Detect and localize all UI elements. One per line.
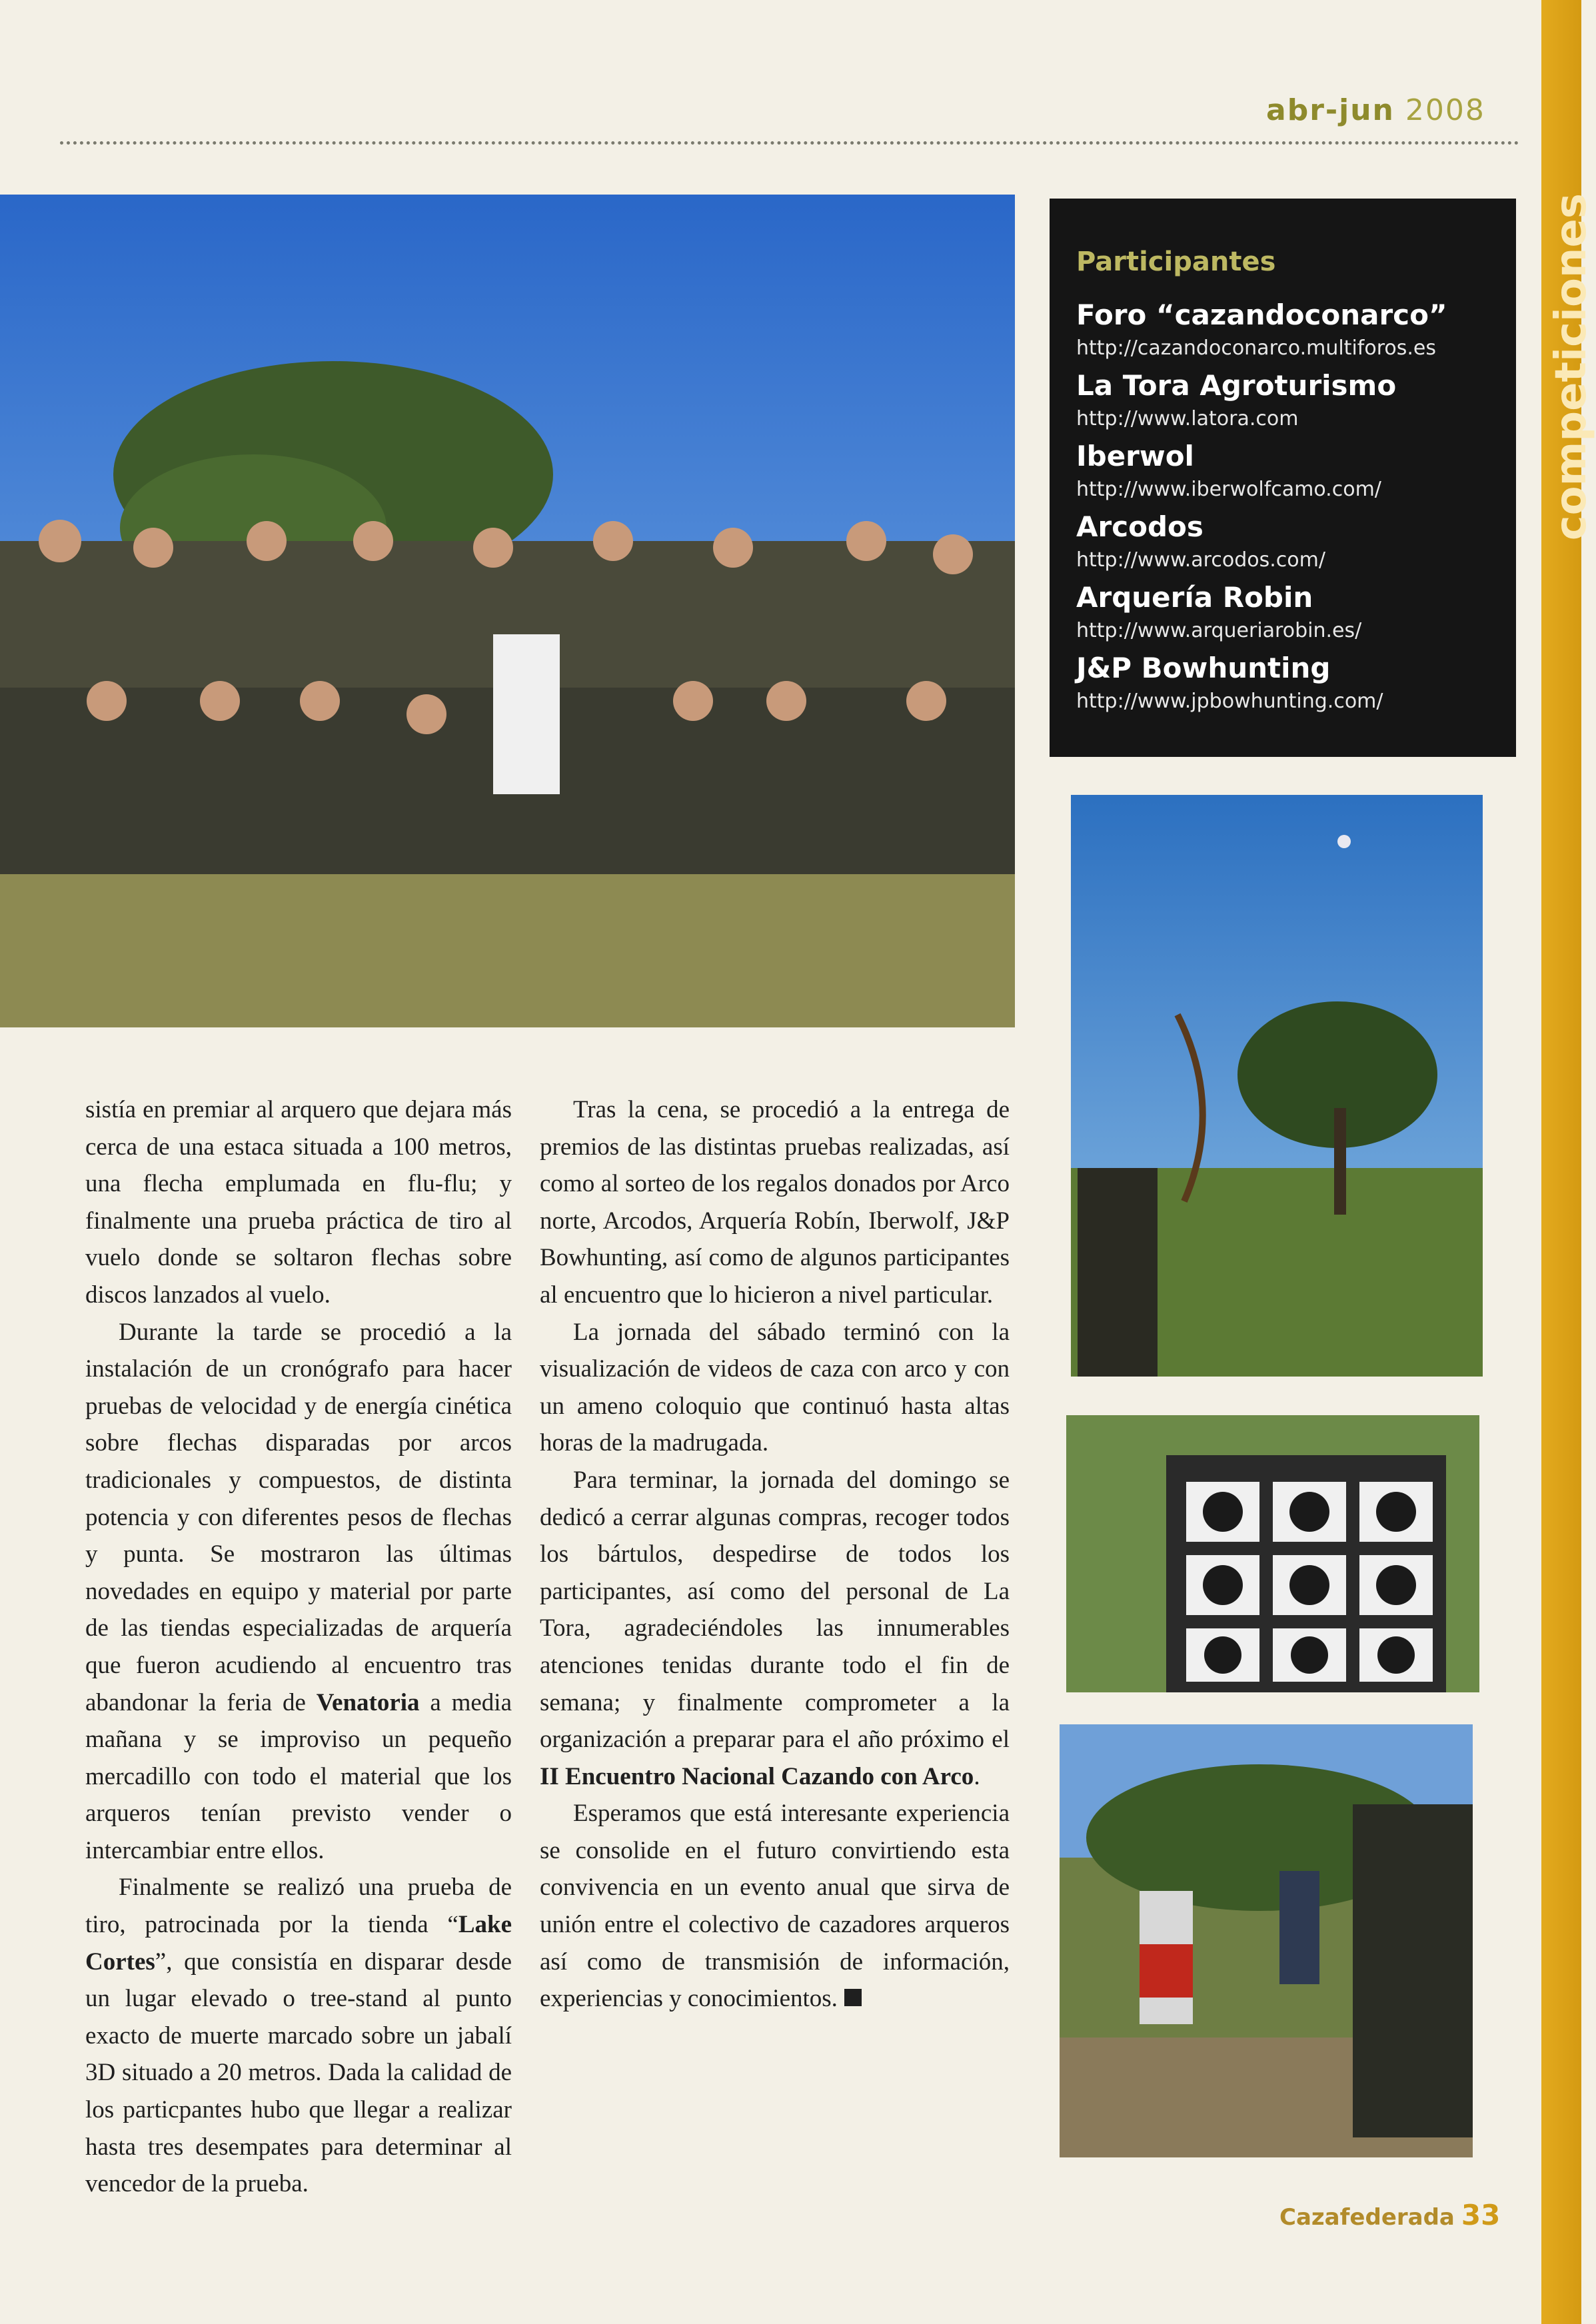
paragraph [85,1869,512,2202]
participant-entry [1076,366,1516,433]
paragraph [540,1462,1010,1795]
end-mark-icon [844,1989,862,2006]
page-number: 33 [1461,2199,1501,2231]
paragraph: sistía en premiar al arquero que dejara más cerca de una estaca situada a 100 metros, una flecha emplumada en flu-flu; y finalmente una prueba práctica de tiro al vuelo donde se soltaron flechas sobre discos lanzados al vuelo. [85,1096,512,1309]
participant-entry [1076,508,1516,574]
group-photo [0,195,1015,1027]
participant-name: La Tora Agroturismo [1076,369,1397,402]
participants-box [1050,199,1516,757]
paragraph-bold: Venatoria [316,1688,420,1716]
participant-entry [1076,437,1516,504]
participant-name: Foro “cazandoconarco” [1076,298,1447,331]
paragraph-text: Para terminar, la jornada del domingo se dedicó a cerrar algunas compras, recoger todos los bártulos, despedirse de todos los participantes, así como del personal de La Tora, agradeciéndoles las innumerables atenciones tenidas durante todo el fin de semana; y finalmente comprometer a la organización a preparar para el año próximo el [540,1466,1010,1754]
issue-month: abr-jun [1266,93,1395,127]
paragraph-text: Finalmente se realizó una prueba de tiro, patrocinada por la tienda “ [85,1874,512,1939]
participant-entry [1076,578,1516,645]
issue-year: 2008 [1405,93,1485,127]
participant-entry [1076,649,1516,716]
section-tab [1541,193,1596,606]
paragraph [85,1314,512,1870]
paragraph-text: a media mañana y se improviso un pequeño mercadillo con todo el material que los arqueros tenían previsto vender o intercambiar entre ellos. [85,1688,512,1864]
participant-name: J&P Bowhunting [1076,652,1331,684]
participant-url: http://www.arqueriarobin.es/ [1076,619,1362,642]
paragraph-text: . [974,1762,980,1790]
participant-name: Arquería Robin [1076,581,1313,614]
participant-entry [1076,296,1516,362]
paragraph-text: ”, que consistía en disparar desde un lugar elevado o tree-stand al punto exacto de muerte marcado sobre un jabalí 3D situado a 20 metros. Dada la calidad de los particpantes hubo que llegar a realizar hasta tres desempates para determinar al vencedor de la prueba. [85,1948,512,2198]
article-column-1 [85,1091,512,2203]
participant-url: http://www.jpbowhunting.com/ [1076,690,1383,713]
participant-url: http://cazandoconarco.multiforos.es [1076,336,1436,360]
paragraph-text: Durante la tarde se procedió a la instalación de un cronógrafo para hacer pruebas de velocidad y de energía cinética sobre flechas disparadas por arcos tradicionales y compuestos, de distinta potencia y con diferentes pesos de flechas y punta. Se mostraron las últimas novedades en equipo y material por parte de las tiendas especializadas de arquería que fueron acudiendo al encuentro tras abandonar la feria de [85,1318,512,1716]
participant-name: Arcodos [1076,510,1203,543]
header-divider [60,141,1519,145]
paragraph-bold: Lake Cortes [85,1911,512,1976]
paragraph [540,1795,1010,2018]
archer-photo [1071,795,1483,1377]
page-footer [1279,2199,1500,2231]
participants-title: Participantes [1076,247,1276,277]
participant-name: Iberwol [1076,440,1194,472]
participant-url: http://www.latora.com [1076,407,1299,430]
targets-photo [1066,1415,1479,1692]
participant-url: http://www.iberwolfcamo.com/ [1076,478,1381,501]
paragraph: La jornada del sábado terminó con la visualización de videos de caza con arco y con un ameno coloquio que continuó hasta altas horas de la madrugada. [540,1318,1010,1457]
section-tab-label: competiciones [1547,193,1596,541]
paragraph-bold: II Encuentro Nacional Cazando con Arco [540,1762,974,1790]
magazine-name: Cazafederada [1279,2204,1455,2231]
issue-date [1266,93,1485,127]
participant-url: http://www.arcodos.com/ [1076,548,1325,572]
paragraph-text: Esperamos que está interesante experiencia se consolide en el futuro convirtiendo esta convivencia en un evento anual que sirva de unión entre el colectivo de cazadores arqueros así como de transmisión de información, experiencias y conocimientos. [540,1800,1010,2013]
range-photo [1060,1724,1473,2157]
paragraph: Tras la cena, se procedió a la entrega de premios de las distintas pruebas realizadas, así como al sorteo de los regalos donados por Arco norte, Arcodos, Arquería Robín, Iberwolf, J&P Bowhunting, así como de algunos participantes al encuentro que lo hicieron a nivel particular. [540,1096,1010,1309]
article-column-2 [540,1091,1010,2018]
